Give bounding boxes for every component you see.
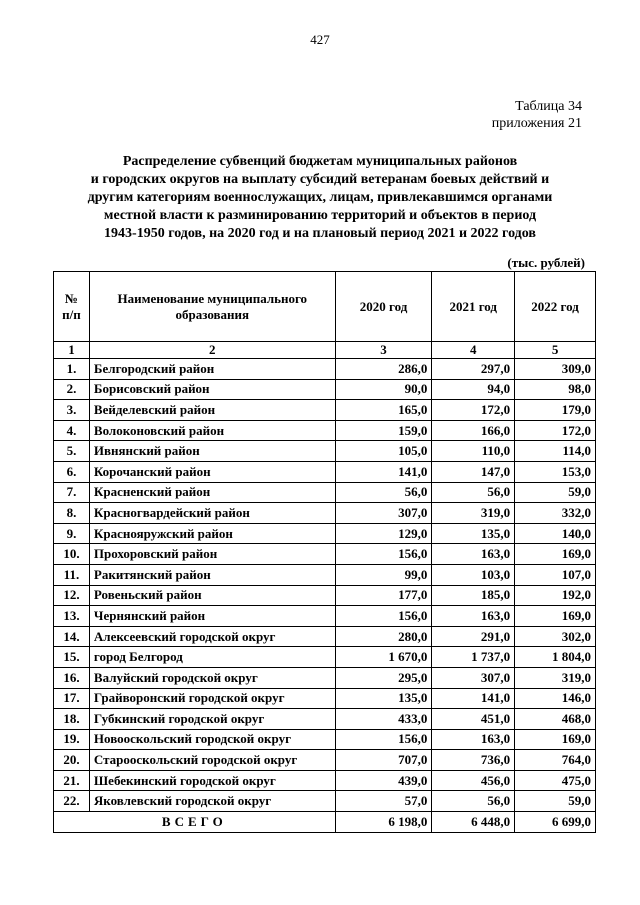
value-2022: 169,0: [515, 606, 596, 627]
municipality-name: Ровеньский район: [89, 585, 335, 606]
table-row: [54, 667, 596, 688]
value-2020: 307,0: [335, 503, 432, 524]
total-2021: 6 448,0: [432, 812, 515, 833]
table-row: [54, 606, 596, 627]
value-2021: 147,0: [432, 461, 515, 482]
row-number: 3.: [54, 400, 90, 421]
row-number: 2.: [54, 379, 90, 400]
row-number: 12.: [54, 585, 90, 606]
row-number: 18.: [54, 709, 90, 730]
table-row: [54, 791, 596, 812]
value-2021: 456,0: [432, 770, 515, 791]
municipality-name: Шебекинский городской округ: [89, 770, 335, 791]
value-2020: 159,0: [335, 420, 432, 441]
table-row: [54, 359, 596, 380]
row-number: 15.: [54, 647, 90, 668]
row-number: 9.: [54, 523, 90, 544]
header-2022: 2022 год: [515, 272, 596, 342]
value-2022: 302,0: [515, 626, 596, 647]
subsidy-table: [53, 271, 596, 833]
value-2022: 114,0: [515, 441, 596, 462]
table-ref-line1: Таблица 34: [515, 99, 582, 114]
value-2020: 156,0: [335, 544, 432, 565]
value-2020: 156,0: [335, 606, 432, 627]
table-row: [54, 379, 596, 400]
row-number: 21.: [54, 770, 90, 791]
value-2021: 1 737,0: [432, 647, 515, 668]
row-number: 17.: [54, 688, 90, 709]
value-2020: 90,0: [335, 379, 432, 400]
header-row: [54, 272, 596, 342]
document-title: [60, 153, 580, 243]
value-2021: 166,0: [432, 420, 515, 441]
total-2020: 6 198,0: [335, 812, 432, 833]
value-2022: 192,0: [515, 585, 596, 606]
value-2020: 141,0: [335, 461, 432, 482]
value-2022: 332,0: [515, 503, 596, 524]
value-2022: 172,0: [515, 420, 596, 441]
value-2020: 105,0: [335, 441, 432, 462]
value-2021: 307,0: [432, 667, 515, 688]
page-number: 427: [310, 32, 330, 47]
municipality-name: город Белгород: [89, 647, 335, 668]
row-number: 6.: [54, 461, 90, 482]
row-number: 19.: [54, 729, 90, 750]
title-line: 1943-1950 годов, на 2020 год и на плановый период 2021 и 2022 годов: [104, 226, 536, 241]
value-2021: 103,0: [432, 564, 515, 585]
column-number: 1: [54, 342, 90, 359]
value-2020: 295,0: [335, 667, 432, 688]
table-row: [54, 564, 596, 585]
units-label: (тыс. рублей): [507, 255, 585, 270]
column-number-row: [54, 342, 596, 359]
table-row: [54, 420, 596, 441]
table-row: [54, 729, 596, 750]
value-2022: 169,0: [515, 544, 596, 565]
table-row: [54, 503, 596, 524]
row-number: 4.: [54, 420, 90, 441]
column-number: 3: [335, 342, 432, 359]
title-line: Распределение субвенций бюджетам муниципальных районов: [122, 154, 518, 169]
value-2021: 94,0: [432, 379, 515, 400]
value-2020: 99,0: [335, 564, 432, 585]
row-number: 8.: [54, 503, 90, 524]
municipality-name: Алексеевский городской округ: [89, 626, 335, 647]
value-2022: 107,0: [515, 564, 596, 585]
value-2020: 433,0: [335, 709, 432, 730]
total-label: ВСЕГО: [54, 812, 336, 833]
value-2020: 56,0: [335, 482, 432, 503]
value-2022: 309,0: [515, 359, 596, 380]
value-2021: 141,0: [432, 688, 515, 709]
value-2020: 439,0: [335, 770, 432, 791]
row-number: 20.: [54, 750, 90, 771]
value-2022: 169,0: [515, 729, 596, 750]
value-2022: 59,0: [515, 791, 596, 812]
value-2020: 177,0: [335, 585, 432, 606]
value-2021: 736,0: [432, 750, 515, 771]
municipality-name: Ракитянский район: [89, 564, 335, 585]
row-number: 10.: [54, 544, 90, 565]
value-2020: 156,0: [335, 729, 432, 750]
value-2020: 57,0: [335, 791, 432, 812]
value-2021: 172,0: [432, 400, 515, 421]
table-row: [54, 585, 596, 606]
municipality-name: Грайворонский городской округ: [89, 688, 335, 709]
value-2021: 135,0: [432, 523, 515, 544]
municipality-name: Красногвардейский район: [89, 503, 335, 524]
row-number: 7.: [54, 482, 90, 503]
value-2022: 319,0: [515, 667, 596, 688]
value-2020: 707,0: [335, 750, 432, 771]
value-2022: 475,0: [515, 770, 596, 791]
value-2021: 163,0: [432, 606, 515, 627]
value-2021: 163,0: [432, 544, 515, 565]
value-2021: 319,0: [432, 503, 515, 524]
row-number: 22.: [54, 791, 90, 812]
municipality-name: Валуйский городской округ: [89, 667, 335, 688]
value-2021: 56,0: [432, 482, 515, 503]
table-ref-line2: приложения 21: [491, 116, 582, 131]
value-2022: 764,0: [515, 750, 596, 771]
value-2022: 1 804,0: [515, 647, 596, 668]
value-2020: 165,0: [335, 400, 432, 421]
value-2020: 1 670,0: [335, 647, 432, 668]
municipality-name: Губкинский городской округ: [89, 709, 335, 730]
value-2021: 56,0: [432, 791, 515, 812]
value-2021: 291,0: [432, 626, 515, 647]
municipality-name: Борисовский район: [89, 379, 335, 400]
row-number: 13.: [54, 606, 90, 627]
total-row: [54, 812, 596, 833]
header-name: Наименование муниципального образования: [89, 272, 335, 342]
table-row: [54, 544, 596, 565]
row-number: 16.: [54, 667, 90, 688]
column-number: 2: [89, 342, 335, 359]
value-2021: 110,0: [432, 441, 515, 462]
municipality-name: Чернянский район: [89, 606, 335, 627]
value-2021: 185,0: [432, 585, 515, 606]
header-2020: 2020 год: [335, 272, 432, 342]
row-number: 1.: [54, 359, 90, 380]
table-row: [54, 441, 596, 462]
column-number: 5: [515, 342, 596, 359]
value-2022: 468,0: [515, 709, 596, 730]
value-2020: 280,0: [335, 626, 432, 647]
table-row: [54, 626, 596, 647]
table-row: [54, 750, 596, 771]
total-2022: 6 699,0: [515, 812, 596, 833]
row-number: 5.: [54, 441, 90, 462]
municipality-name: Красненский район: [89, 482, 335, 503]
value-2022: 98,0: [515, 379, 596, 400]
value-2020: 286,0: [335, 359, 432, 380]
table-row: [54, 688, 596, 709]
table-row: [54, 482, 596, 503]
table-row: [54, 647, 596, 668]
column-number: 4: [432, 342, 515, 359]
value-2021: 163,0: [432, 729, 515, 750]
value-2021: 297,0: [432, 359, 515, 380]
value-2021: 451,0: [432, 709, 515, 730]
value-2020: 135,0: [335, 688, 432, 709]
municipality-name: Белгородский район: [89, 359, 335, 380]
table-row: [54, 400, 596, 421]
value-2022: 59,0: [515, 482, 596, 503]
value-2022: 140,0: [515, 523, 596, 544]
header-number: № п/п: [54, 272, 90, 342]
table-row: [54, 770, 596, 791]
municipality-name: Новооскольский городской округ: [89, 729, 335, 750]
municipality-name: Волоконовский район: [89, 420, 335, 441]
municipality-name: Яковлевский городской округ: [89, 791, 335, 812]
municipality-name: Ивнянский район: [89, 441, 335, 462]
value-2022: 153,0: [515, 461, 596, 482]
table-reference: [492, 98, 582, 132]
table-row: [54, 709, 596, 730]
municipality-name: Прохоровский район: [89, 544, 335, 565]
title-line: и городских округов на выплату субсидий ветеранам боевых действий и: [90, 172, 550, 187]
table-row: [54, 523, 596, 544]
row-number: 11.: [54, 564, 90, 585]
municipality-name: Старооскольский городской округ: [89, 750, 335, 771]
municipality-name: Вейделевский район: [89, 400, 335, 421]
title-line: местной власти к разминированию территорий и объектов в период: [103, 208, 537, 223]
value-2022: 179,0: [515, 400, 596, 421]
row-number: 14.: [54, 626, 90, 647]
value-2022: 146,0: [515, 688, 596, 709]
title-line: другим категориям военнослужащих, лицам, привлекавшимся органами: [87, 190, 553, 205]
table-row: [54, 461, 596, 482]
value-2020: 129,0: [335, 523, 432, 544]
municipality-name: Краснояружский район: [89, 523, 335, 544]
municipality-name: Корочанский район: [89, 461, 335, 482]
header-2021: 2021 год: [432, 272, 515, 342]
